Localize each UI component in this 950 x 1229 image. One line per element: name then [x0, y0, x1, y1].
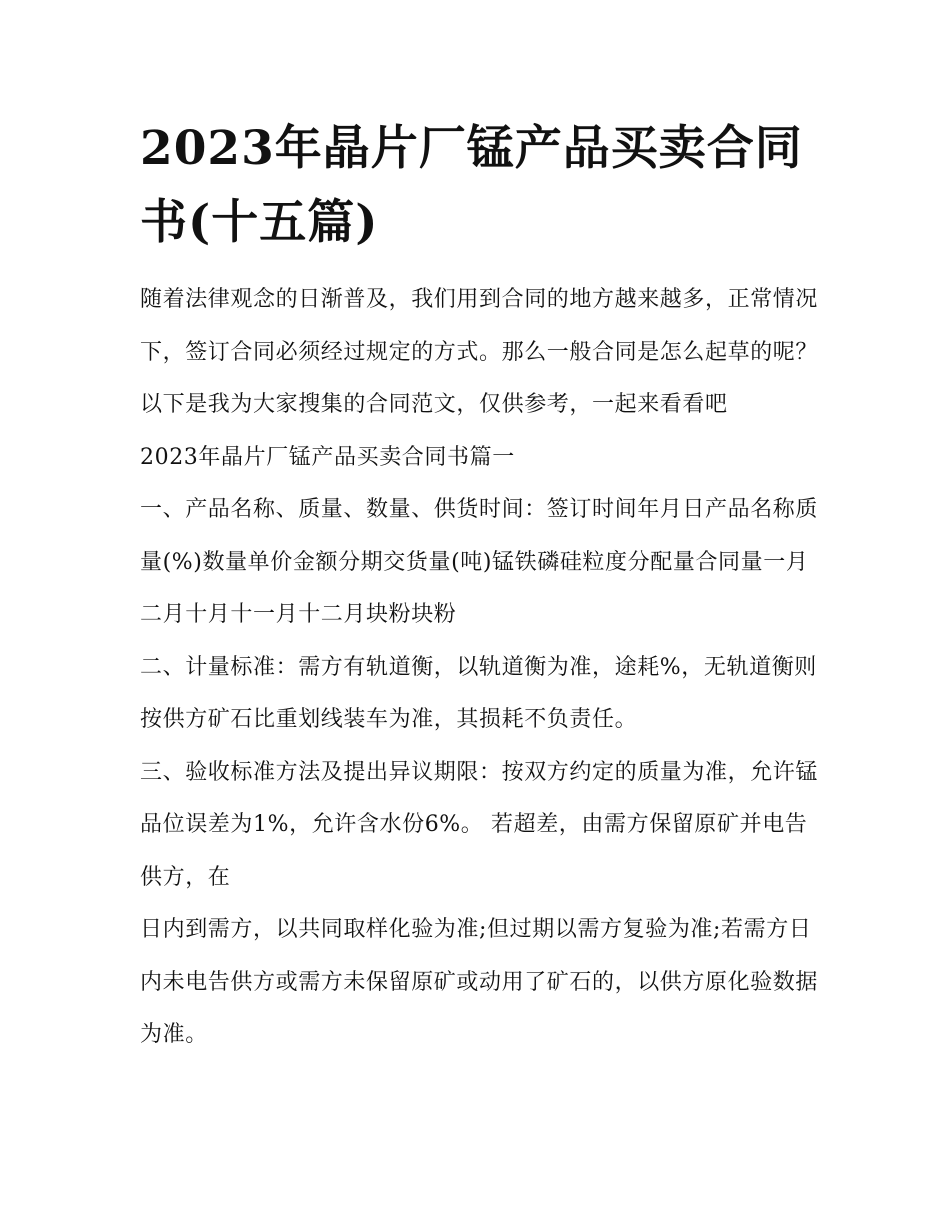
clause-2-paragraph: 二、计量标准：需方有轨道衡，以轨道衡为准，途耗%，无轨道衡则按供方矿石比重划线装车为准，其损耗不负责任。 [140, 654, 817, 732]
document-page [140, 112, 820, 1062]
document-title: 2023年晶片厂锰产品买卖合同书(十五篇) [140, 121, 803, 250]
intro-paragraph: 随着法律观念的日渐普及，我们用到合同的地方越来越多，正常情况下，签订合同必须经过规定的方式。那么一般合同是怎么起草的呢？以下是我为大家搜集的合同范文，仅供参考，一起来看看吧 [140, 287, 819, 417]
clause-3-continuation-paragraph: 日内到需方，以共同取样化验为准;但过期以需方复验为准;若需方日内未电告供方或需方未保留原矿或动用了矿石的，以供方原化验数据为准。 [140, 917, 819, 1047]
section-heading: 2023年晶片厂锰产品买卖合同书篇一 [140, 444, 515, 470]
clause-1-paragraph: 一、产品名称、质量、数量、供货时间：签订时间年月日产品名称质量(%)数量单价金额分期交货量(吨)锰铁磷硅粒度分配量合同量一月二月十月十一月十二月块粉块粉 [140, 497, 819, 627]
clause-3-paragraph: 三、验收标准方法及提出异议期限：按双方约定的质量为准，允许锰品位误差为1%，允许含水份6%。 若超差，由需方保留原矿并电告供方，在 [140, 759, 819, 890]
